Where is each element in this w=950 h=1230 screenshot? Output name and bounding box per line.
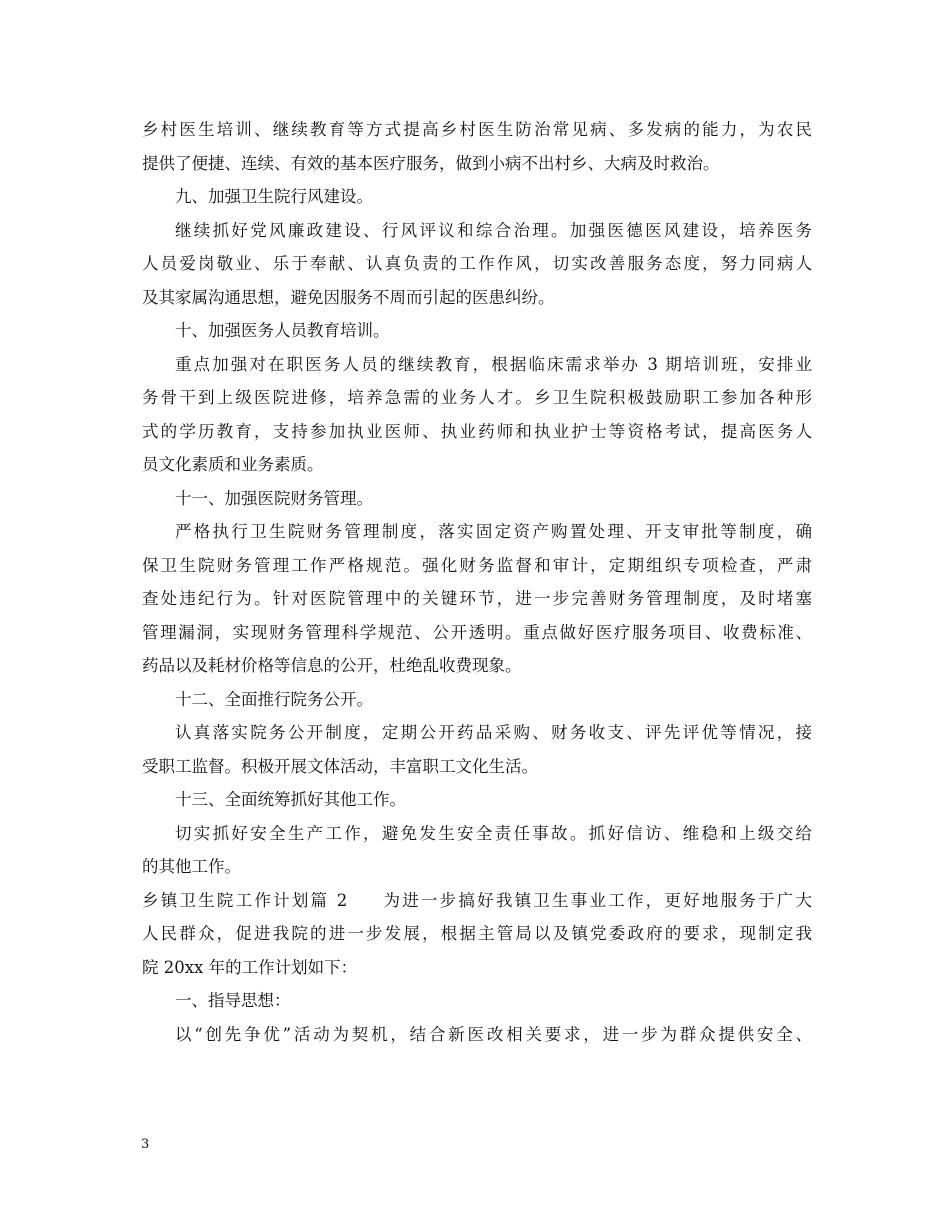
section-heading-line [142,884,812,918]
page-number: 3 [141,1137,150,1152]
paragraph-line: 十、加强医务人员教育培训。 [175,321,390,340]
paragraph-line: 一、指导思想： [175,991,291,1010]
section-heading: 乡镇卫生院工作计划篇 2 [142,890,348,910]
paragraph-line: 十三、全面统筹抓好其他工作。 [175,790,406,809]
paragraph-line: 重点加强对在职医务人员的继续教育，根据临床需求举办 3 期培训班，安排业 [175,354,812,374]
section-intro: 为进一步搞好我镇卫生事业工作，更好地服务于广大 [381,890,812,910]
paragraph-line: 保卫生院财务管理工作严格规范。强化财务监督和审计，定期组织专项检查，严肃 [142,555,812,575]
paragraph-line: 以“创先争优”活动为契机，结合新医改相关要求，进一步为群众提供安全、 [175,1024,812,1044]
body-text-block [142,113,812,884]
paragraph-line: 继续抓好党风廉政建设、行风评议和综合治理。加强医德医风建设，培养医务 [175,220,812,240]
paragraph-line: 受职工监督。积极开展文体活动，丰富职工文化生活。 [142,756,538,776]
paragraph-line: 认真落实院务公开制度，定期公开药品采购、财务收支、评先评优等情况，接 [175,723,812,742]
paragraph-line: 式的学历教育，支持参加执业医师、执业药师和执业护士等资格考试，提高医务人 [142,421,812,441]
paragraph-line: 切实抓好安全生产工作，避免发生安全责任事故。抓好信访、维稳和上级交给 [175,823,812,843]
paragraph-line: 严格执行卫生院财务管理制度，落实固定资产购置处理、开支审批等制度，确 [175,522,812,541]
paragraph-line: 员文化素质和业务素质。 [142,455,324,474]
paragraph-line: 十二、全面推行院务公开。 [175,689,373,709]
document-body [142,113,812,1051]
paragraph-line: 九、加强卫生院行风建设。 [175,187,373,206]
paragraph-line: 管理漏洞，实现财务管理科学规范、公开透明。重点做好医疗服务项目、收费标准、 [142,622,812,642]
body-text-block-continued [142,917,812,1051]
paragraph-line: 及其家属沟通思想，避免因服务不周而引起的医患纠纷。 [142,287,555,307]
paragraph-line: 务骨干到上级医院进修，培养急需的业务人才。乡卫生院积极鼓励职工参加各种形 [142,388,812,407]
paragraph-line: 的其他工作。 [142,857,241,876]
paragraph-line: 人员爱岗敬业、乐于奉献、认真负责的工作作风，切实改善服务态度，努力同病人 [142,254,812,273]
paragraph-line: 提供了便捷、连续、有效的基本医疗服务，做到小病不出村乡、大病及时救治。 [142,153,720,173]
paragraph-line: 院 20xx 年的工作计划如下： [142,957,358,977]
paragraph-line: 乡村医生培训、继续教育等方式提高乡村医生防治常见病、多发病的能力，为农民 [142,120,812,139]
paragraph-line: 人民群众，促进我院的进一步发展，根据主管局以及镇党委政府的要求，现制定我 [142,924,812,943]
paragraph-line: 查处违纪行为。针对医院管理中的关键环节，进一步完善财务管理制度，及时堵塞 [142,589,812,608]
paragraph-line: 十一、加强医院财务管理。 [175,488,373,508]
paragraph-line: 药品以及耗材价格等信息的公开，杜绝乱收费现象。 [142,656,522,675]
